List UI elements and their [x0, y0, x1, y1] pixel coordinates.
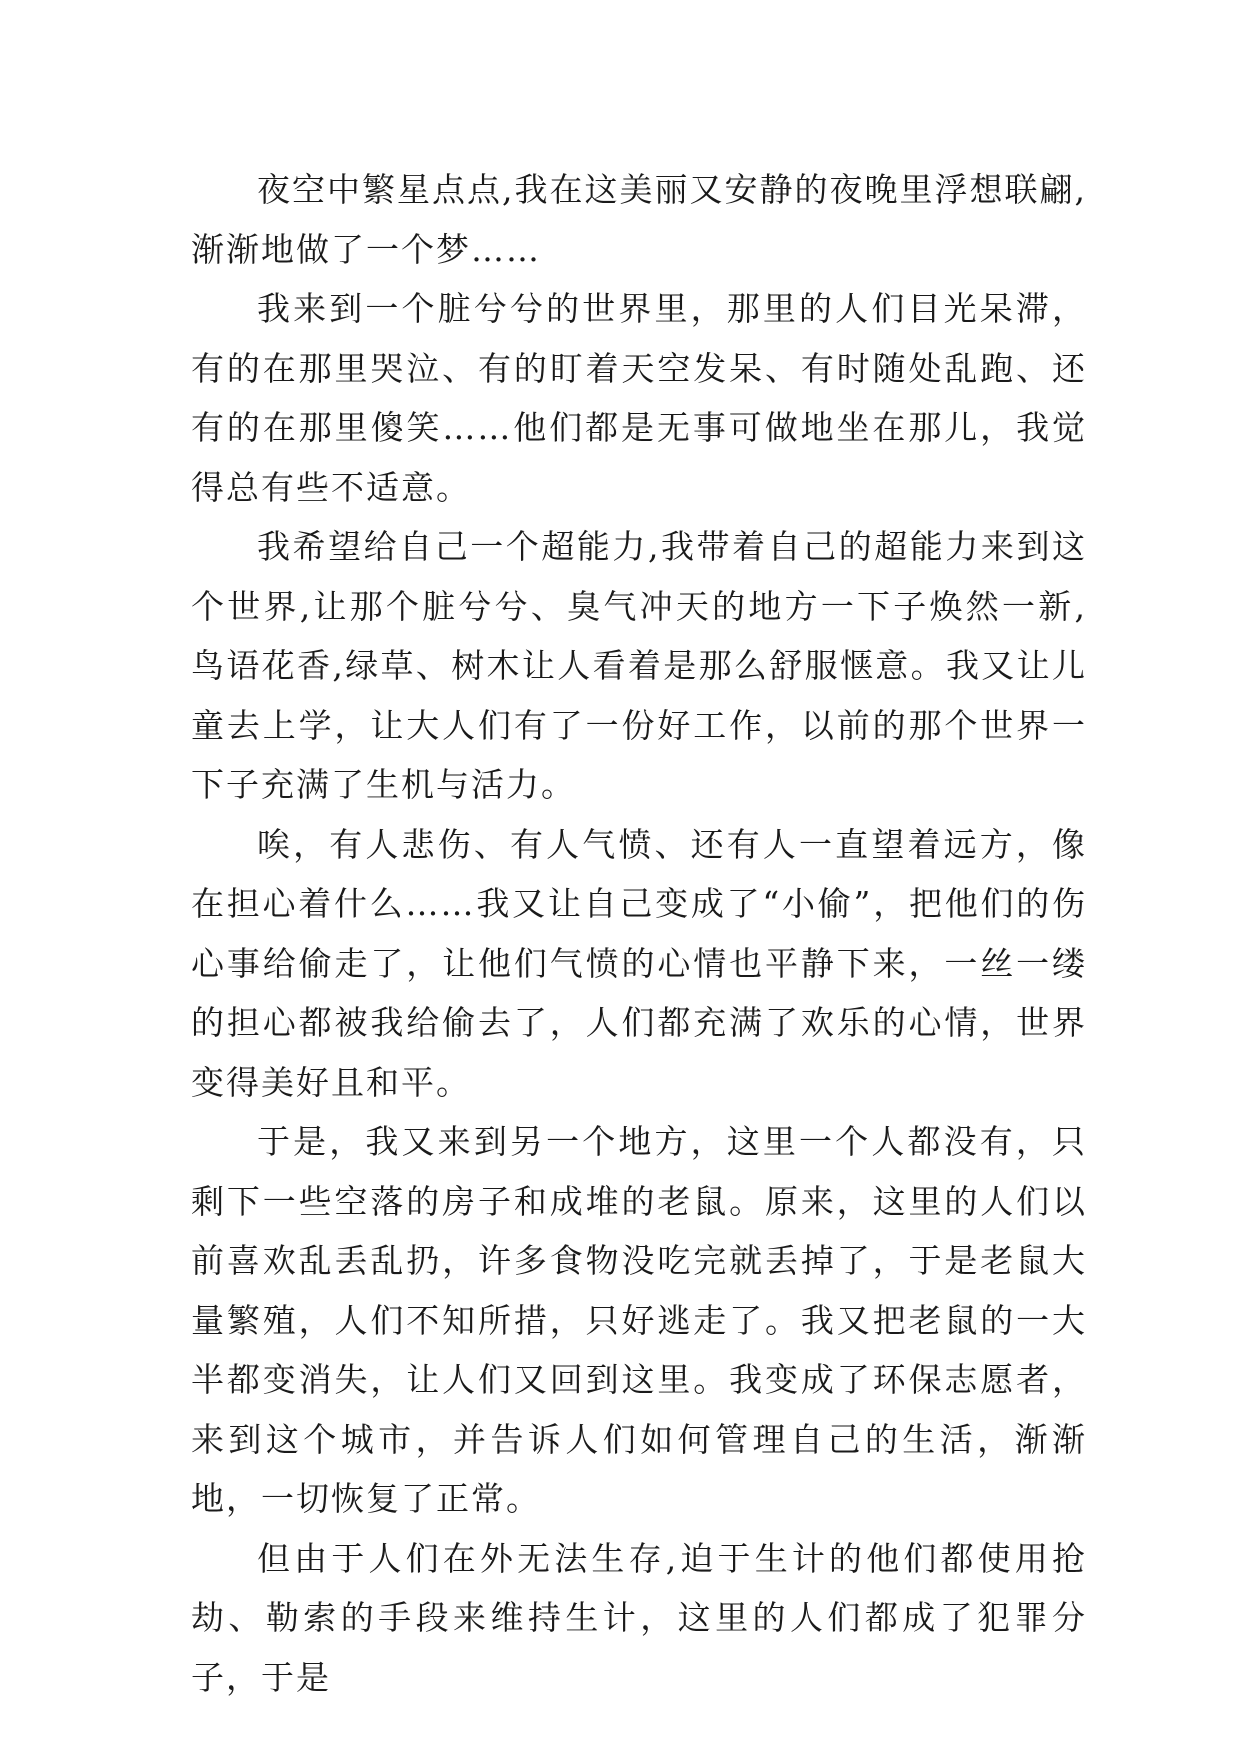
paragraph-1: 夜空中繁星点点,我在这美丽又安静的夜晚里浮想联翩,渐渐地做了一个梦……	[191, 170, 1087, 269]
paragraph-6: 但由于人们在外无法生存,迫于生计的他们都使用抢劫、勒索的手段来维持生计，这里的人们都成了犯罪分子，于是	[191, 1538, 1087, 1697]
paragraph-3: 我希望给自己一个超能力,我带着自己的超能力来到这个世界,让那个脏兮兮、臭气冲天的地方一下子焕然一新,鸟语花香,绿草、树木让人看着是那么舒服惬意。我又让儿童去上学，让大人们有了一份好工作，以前的那个世界一下子充满了生机与活力。	[191, 527, 1087, 804]
document-body	[191, 160, 1087, 1707]
paragraph-2: 我来到一个脏兮兮的世界里，那里的人们目光呆滞，有的在那里哭泣、有的盯着天空发呆、有时随处乱跑、还有的在那里傻笑……他们都是无事可做地坐在那儿，我觉得总有些不适意。	[191, 289, 1087, 507]
paragraph-5: 于是，我又来到另一个地方，这里一个人都没有，只剩下一些空落的房子和成堆的老鼠。原来，这里的人们以前喜欢乱丢乱扔，许多食物没吃完就丢掉了，于是老鼠大量繁殖，人们不知所措，只好逃走了。我又把老鼠的一大半都变消失，让人们又回到这里。我变成了环保志愿者，来到这个城市，并告诉人们如何管理自己的生活，渐渐地，一切恢复了正常。	[191, 1122, 1087, 1518]
paragraph-4: 唉，有人悲伤、有人气愤、还有人一直望着远方，像在担心着什么……我又让自己变成了“小偷”，把他们的伤心事给偷走了，让他们气愤的心情也平静下来，一丝一缕的担心都被我给偷去了，人们都充满了欢乐的心情，世界变得美好且和平。	[191, 824, 1087, 1102]
